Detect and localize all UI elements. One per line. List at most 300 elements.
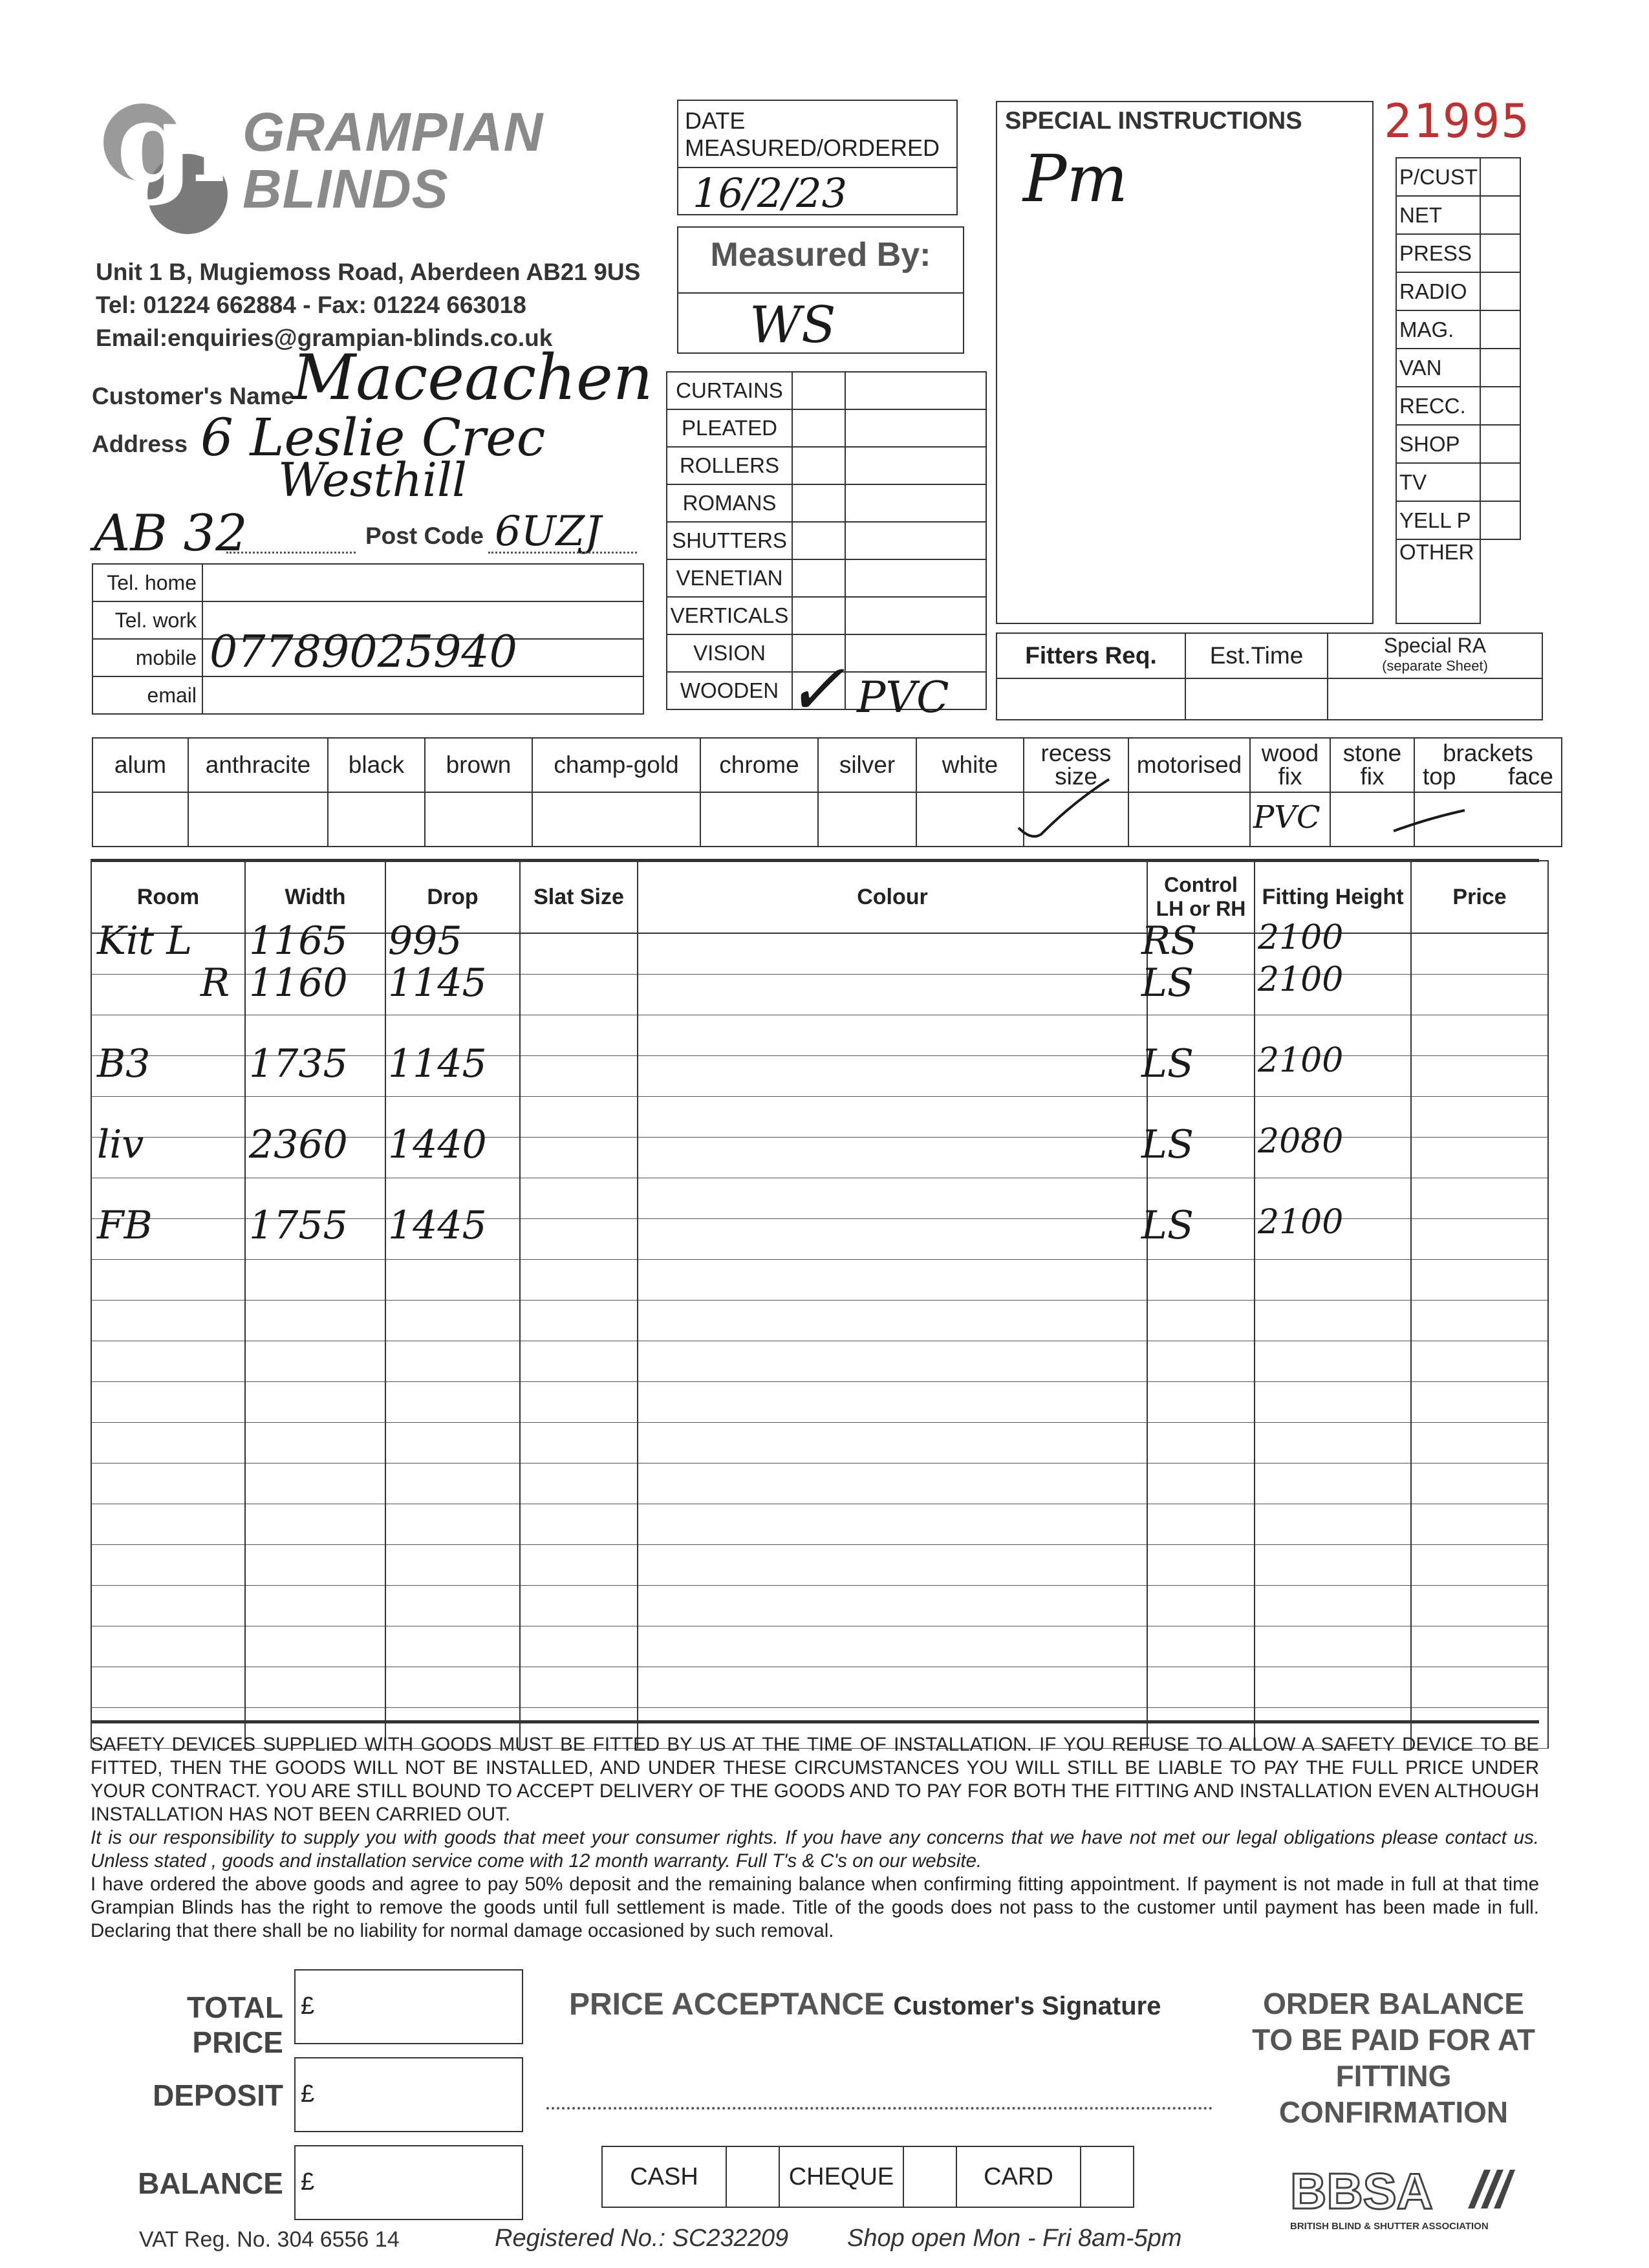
bbsa-logo (1290, 2157, 1516, 2241)
order-cell[interactable] (638, 1423, 1147, 1463)
colour-option-white: white (916, 738, 1024, 792)
order-cell[interactable] (520, 1545, 638, 1586)
measured-by-value: WS (749, 296, 836, 354)
order-cell[interactable] (1147, 1586, 1255, 1626)
product-type-label: VERTICALS (667, 597, 792, 634)
order-control-value: RS (1141, 918, 1198, 964)
contact-table (92, 563, 644, 715)
svg-text:BRITISH BLIND & SHUTTER ASSOCI: BRITISH BLIND & SHUTTER ASSOCIATION (1290, 2221, 1489, 2232)
order-cell[interactable] (245, 1504, 385, 1545)
source-option-checkbox[interactable] (1480, 272, 1520, 310)
source-option-label: VAN (1396, 349, 1480, 387)
recess-size-label: recess size (1024, 738, 1128, 792)
colour-option-checkbox[interactable] (328, 792, 425, 847)
order-cell[interactable] (1411, 1382, 1548, 1423)
order-cell[interactable] (638, 1260, 1147, 1301)
order-cell[interactable] (91, 1626, 245, 1667)
order-height-value: 2100 (1258, 918, 1344, 957)
order-cell[interactable] (1147, 1301, 1255, 1341)
source-option-checkbox[interactable] (1480, 425, 1520, 463)
order-cell[interactable] (245, 1341, 385, 1382)
order-cell[interactable] (520, 1015, 638, 1056)
mobile-value: 07789025940 (210, 627, 517, 678)
order-cell[interactable] (638, 1545, 1147, 1586)
form-number: 21995 (1384, 94, 1531, 148)
order-cell[interactable] (245, 1301, 385, 1341)
order-cell[interactable] (1255, 1626, 1411, 1667)
product-type-checkbox[interactable] (792, 372, 845, 409)
order-cell[interactable] (385, 1423, 520, 1463)
colour-option-champ-gold: champ-gold (532, 738, 700, 792)
customer-signature-label: Customer's Signature (893, 1992, 1161, 2020)
order-cell[interactable] (520, 1138, 638, 1178)
order-cell[interactable] (91, 1301, 245, 1341)
order-cell[interactable] (1255, 1423, 1411, 1463)
mobile-value-cell (202, 627, 643, 678)
order-cell[interactable] (245, 1423, 385, 1463)
recess-size-tick (1015, 776, 1112, 847)
order-cell[interactable] (1411, 1586, 1548, 1626)
svg-text:gb: gb (116, 78, 270, 208)
order-cell[interactable] (638, 1667, 1147, 1708)
product-type-notes[interactable] (845, 409, 986, 447)
product-type-label: PLEATED (667, 409, 792, 447)
product-type-notes[interactable] (845, 372, 986, 409)
colour-option-checkbox[interactable] (425, 792, 532, 847)
email-value (202, 676, 643, 714)
special-instructions-value: Pm (1023, 141, 1128, 217)
product-note: PVC (857, 673, 949, 722)
source-option-checkbox[interactable] (1480, 349, 1520, 387)
colour-option-chrome: chrome (700, 738, 818, 792)
order-cell[interactable] (1411, 1301, 1548, 1341)
source-option-checkbox[interactable] (1480, 539, 1520, 623)
order-cell[interactable] (520, 1586, 638, 1626)
order-cell[interactable] (520, 1178, 638, 1219)
order-cell[interactable] (91, 1504, 245, 1545)
source-option-checkbox[interactable] (1480, 196, 1520, 234)
colour-option-checkbox[interactable] (92, 792, 188, 847)
terms-and-conditions (91, 1733, 1539, 1943)
product-type-checkbox[interactable] (792, 484, 845, 522)
date-value: 16/2/23 (693, 169, 848, 217)
wood-fix-label: wood fix (1250, 738, 1330, 792)
order-row (91, 1301, 1548, 1341)
stone-fix-label: stone fix (1330, 738, 1414, 792)
order-cell[interactable] (91, 1586, 245, 1626)
order-width-value: 1755 (249, 1203, 348, 1248)
signature-line[interactable] (546, 2107, 1212, 2110)
special-ra-cell (1328, 633, 1542, 678)
mobile-label: mobile (92, 639, 202, 676)
source-option-checkbox[interactable] (1480, 234, 1520, 272)
order-cell[interactable] (520, 933, 638, 975)
postcode-value: 6UZJ (495, 508, 601, 556)
company-phone: Tel: 01224 662884 - Fax: 01224 663018 (96, 292, 526, 318)
order-room-value: B3 (97, 1041, 151, 1086)
order-cell[interactable] (385, 1463, 520, 1504)
payment-card-checkbox[interactable] (1081, 2146, 1134, 2207)
order-drop-value: 1445 (388, 1203, 487, 1248)
order-width-value: 2360 (249, 1122, 348, 1167)
order-cell[interactable] (638, 1015, 1147, 1056)
product-type-checkbox[interactable] (792, 447, 845, 484)
order-cell[interactable] (520, 1260, 638, 1301)
order-row (91, 1260, 1548, 1301)
order-cell[interactable] (1147, 1260, 1255, 1301)
payment-cheque-label: CHEQUE (779, 2146, 903, 2207)
customer-name-label: Customer's Name (92, 383, 295, 409)
source-option-label: RECC. (1396, 387, 1480, 425)
payment-card-label: CARD (956, 2146, 1081, 2207)
balance-label: BALANCE (138, 2166, 283, 2200)
order-cell[interactable] (385, 1586, 520, 1626)
registered-number: Registered No.: SC232209 (495, 2225, 789, 2252)
terms-payment: I have ordered the above goods and agree to pay 50% deposit and the remaining balance when confirming fitting appointment. If payment is not made in full at that time Grampian Blinds has the right to remove the goods until full settlement is made. Title of the goods does not pass to the customer until payment has been made in full. Declaring that there shall be no liability for normal damage occasioned by such removal. (91, 1874, 1539, 1941)
email-label: email (92, 676, 202, 714)
order-room-value: Kit L (97, 918, 193, 964)
order-cell[interactable] (638, 1138, 1147, 1178)
order-cell[interactable] (1255, 1341, 1411, 1382)
order-cell[interactable] (520, 1219, 638, 1260)
order-cell[interactable] (1147, 1382, 1255, 1423)
company-address: Unit 1 B, Mugiemoss Road, Aberdeen AB21 9US (96, 259, 641, 285)
order-cell[interactable] (1411, 1056, 1548, 1097)
colour-option-checkbox[interactable] (916, 792, 1024, 847)
order-cell[interactable] (245, 1626, 385, 1667)
order-cell[interactable] (91, 1423, 245, 1463)
order-cell[interactable] (520, 1504, 638, 1545)
order-cell[interactable] (1147, 1341, 1255, 1382)
product-type-checkbox[interactable] (792, 597, 845, 634)
order-cell[interactable] (638, 1178, 1147, 1219)
product-tick-mark: ✓ (786, 648, 846, 731)
colour-option-brown: brown (425, 738, 532, 792)
source-option-checkbox[interactable] (1480, 158, 1520, 196)
fitters-table (996, 632, 1543, 720)
order-cell[interactable] (520, 1463, 638, 1504)
order-cell[interactable] (1411, 1015, 1548, 1056)
order-cell[interactable] (385, 1382, 520, 1423)
order-cell[interactable] (1255, 1463, 1411, 1504)
order-cell[interactable] (638, 1056, 1147, 1097)
wood-fix-value: PVC (1253, 799, 1320, 836)
order-cell[interactable] (1411, 1504, 1548, 1545)
product-type-label: VENETIAN (667, 559, 792, 597)
order-cell[interactable] (1411, 1626, 1548, 1667)
order-cell[interactable] (638, 1463, 1147, 1504)
order-cell[interactable] (638, 1097, 1147, 1138)
order-cell[interactable] (520, 1423, 638, 1463)
order-cell[interactable] (1255, 1382, 1411, 1423)
order-cell[interactable] (91, 1463, 245, 1504)
order-cell[interactable] (1411, 1341, 1548, 1382)
date-box (677, 100, 958, 215)
order-cell[interactable] (1147, 1463, 1255, 1504)
currency-symbol: £ (301, 2168, 315, 2196)
postcode-label: Post Code (365, 523, 484, 549)
order-cell[interactable] (245, 1463, 385, 1504)
colour-option-checkbox[interactable] (700, 792, 818, 847)
balance-field[interactable] (294, 2145, 523, 2220)
source-option-label: PRESS (1396, 234, 1480, 272)
order-height-value: 2100 (1258, 960, 1344, 999)
order-width-value: 1160 (249, 960, 348, 1006)
payment-cheque-checkbox[interactable] (903, 2146, 956, 2207)
source-option-label: TV (1396, 463, 1480, 501)
tel-work-label: Tel. work (92, 601, 202, 639)
source-option-label: RADIO (1396, 272, 1480, 310)
order-cell[interactable] (1411, 1097, 1548, 1138)
order-cell[interactable] (1255, 1260, 1411, 1301)
product-type-notes[interactable] (845, 597, 986, 634)
order-room-value: FB (97, 1203, 153, 1248)
order-cell[interactable] (385, 1626, 520, 1667)
order-cell[interactable] (1411, 1667, 1548, 1708)
order-cell[interactable] (638, 1504, 1147, 1545)
order-cell[interactable] (1411, 1463, 1548, 1504)
source-table (1396, 157, 1521, 624)
order-cell[interactable] (520, 1301, 638, 1341)
fitting-height-header: Fitting Height (1255, 861, 1411, 933)
brackets-label: brackets (1443, 740, 1533, 766)
source-option-label: NET (1396, 196, 1480, 234)
terms-safety: SAFETY DEVICES SUPPLIED WITH GOODS MUST BE FITTED BY US AT THE TIME OF INSTALLATION. IF YOU REFUSE TO ALLOW A SAFETY DEVICE TO BE FITTED, THEN THE GOODS WILL NOT BE INSTALLED, AND UNDER THESE CIRCUMSTANCES YOU WILL STILL BE LIABLE TO PAY THE FULL PRICE UNDER YOUR CONTRACT. YOU ARE STILL BOUND TO ACCEPT DELIVERY OF THE GOODS AND TO PAY FOR BOTH THE FITTING AND INSTALLATION EVEN ALTHOUGH INSTALLATION HAS NOT BEEN CARRIED OUT. (91, 1734, 1539, 1825)
total-price-field[interactable] (294, 1969, 523, 2044)
product-type-notes[interactable] (845, 634, 986, 672)
order-cell[interactable] (385, 1504, 520, 1545)
product-type-label: WOODEN (667, 672, 792, 709)
order-cell[interactable] (245, 1382, 385, 1423)
order-control-value: LS (1141, 1203, 1194, 1248)
order-row (91, 1504, 1548, 1545)
product-type-notes[interactable] (845, 559, 986, 597)
order-cell[interactable] (1255, 1545, 1411, 1586)
order-control-value: LS (1141, 1122, 1194, 1167)
order-drop-value: 1440 (388, 1122, 487, 1167)
address-line1: 6 Leslie Crec (200, 407, 546, 468)
source-option-checkbox[interactable] (1480, 310, 1520, 349)
brackets-mark (1390, 805, 1468, 837)
currency-symbol: £ (301, 1993, 315, 2020)
order-cell[interactable] (1255, 1586, 1411, 1626)
order-cell[interactable] (1147, 1667, 1255, 1708)
order-row (91, 1667, 1548, 1708)
vat-number: VAT Reg. No. 304 6556 14 (139, 2227, 400, 2252)
source-option-checkbox[interactable] (1480, 501, 1520, 539)
order-cell[interactable] (520, 1382, 638, 1423)
order-cell[interactable] (385, 1545, 520, 1586)
order-drop-value: 1145 (388, 1041, 487, 1086)
product-type-notes[interactable] (845, 447, 986, 484)
source-option-label: MAG. (1396, 310, 1480, 349)
order-cell[interactable] (91, 1260, 245, 1301)
order-row (91, 1586, 1548, 1626)
price-header: Price (1411, 861, 1548, 933)
order-cell[interactable] (1411, 1178, 1548, 1219)
address-label: Address (92, 431, 188, 457)
order-row (91, 1382, 1548, 1423)
total-price-label: TOTAL PRICE (186, 1991, 283, 2059)
order-cell[interactable] (1147, 1545, 1255, 1586)
product-type-label: SHUTTERS (667, 522, 792, 559)
product-type-notes[interactable] (845, 484, 986, 522)
order-height-value: 2080 (1258, 1122, 1344, 1161)
order-cell[interactable] (638, 1626, 1147, 1667)
colour-option-checkbox[interactable] (532, 792, 700, 847)
drop-header: Drop (385, 861, 520, 933)
colour-option-checkbox[interactable] (188, 792, 328, 847)
order-cell[interactable] (1147, 1626, 1255, 1667)
company-name-line2: BLINDS (242, 158, 449, 219)
measured-by-box (677, 226, 964, 354)
order-cell[interactable] (91, 1667, 245, 1708)
wood-fix-checkbox[interactable] (1250, 792, 1330, 847)
order-drop-value: 995 (388, 918, 462, 964)
company-name (242, 103, 543, 217)
order-cell[interactable] (385, 1341, 520, 1382)
order-cell[interactable] (1255, 1504, 1411, 1545)
order-cell[interactable] (638, 1586, 1147, 1626)
price-acceptance (569, 1987, 1161, 2022)
brackets-header (1414, 738, 1562, 792)
product-type-checkbox[interactable] (792, 409, 845, 447)
colour-option-black: black (328, 738, 425, 792)
payment-cash-checkbox[interactable] (726, 2146, 779, 2207)
motorised-label: motorised (1128, 738, 1250, 792)
order-cell[interactable] (638, 1219, 1147, 1260)
order-cell[interactable] (1411, 1260, 1548, 1301)
motorised-checkbox[interactable] (1128, 792, 1250, 847)
customer-name-value: Maceachen (292, 341, 653, 414)
order-cell[interactable] (1411, 975, 1548, 1015)
order-cell[interactable] (245, 1260, 385, 1301)
order-cell[interactable] (1147, 1423, 1255, 1463)
order-room-value: R (200, 960, 230, 1006)
order-room-value: liv (97, 1122, 144, 1167)
price-acceptance-label: PRICE ACCEPTANCE (569, 1987, 885, 2022)
address-line2: Westhill (278, 453, 468, 507)
order-cell[interactable] (385, 1301, 520, 1341)
order-cell[interactable] (1411, 933, 1548, 975)
fitters-req-label: Fitters Req. (997, 633, 1185, 678)
special-instructions-box (996, 101, 1374, 624)
order-row (91, 1463, 1548, 1504)
order-cell[interactable] (385, 1260, 520, 1301)
colour-option-silver: silver (818, 738, 916, 792)
order-cell[interactable] (520, 1667, 638, 1708)
product-type-checkbox[interactable] (792, 559, 845, 597)
source-option-label: P/CUST (1396, 158, 1480, 196)
colour-option-alum: alum (92, 738, 188, 792)
order-row (91, 1423, 1548, 1463)
source-option-label: YELL P (1396, 501, 1480, 539)
source-option-checkbox[interactable] (1480, 463, 1520, 501)
order-cell[interactable] (1411, 1138, 1548, 1178)
tel-home-value (202, 564, 643, 601)
order-cell[interactable] (520, 1341, 638, 1382)
product-type-notes[interactable] (845, 522, 986, 559)
order-control-value: LS (1141, 1041, 1194, 1086)
deposit-field[interactable] (294, 2057, 523, 2132)
deposit-label: DEPOSIT (153, 2079, 283, 2112)
order-cell[interactable] (1411, 1219, 1548, 1260)
width-header: Width (245, 861, 385, 933)
date-label-sub: MEASURED/ORDERED (685, 135, 940, 161)
product-type-label: ROLLERS (667, 447, 792, 484)
order-cell[interactable] (91, 1341, 245, 1382)
source-option-label: OTHER (1396, 539, 1480, 623)
order-cell[interactable] (1411, 1423, 1548, 1463)
order-cell[interactable] (91, 1545, 245, 1586)
order-cell[interactable] (520, 1097, 638, 1138)
order-cell[interactable] (638, 975, 1147, 1015)
order-height-value: 2100 (1258, 1203, 1344, 1242)
order-cell[interactable] (520, 1056, 638, 1097)
order-balance-notice: ORDER BALANCE TO BE PAID FOR AT FITTING CONFIRMATION (1252, 1987, 1535, 2129)
product-type-label: CURTAINS (667, 372, 792, 409)
order-cell[interactable] (638, 1382, 1147, 1423)
svg-text:BBSA: BBSA (1290, 2163, 1434, 2219)
order-cell[interactable] (245, 1545, 385, 1586)
special-instructions-label: SPECIAL INSTRUCTIONS (1005, 107, 1302, 135)
order-cell[interactable] (1147, 1504, 1255, 1545)
source-option-label: SHOP (1396, 425, 1480, 463)
terms-consumer-rights: It is our responsibility to supply you with goods that meet your consumer rights. If you have any concerns that we have not met our legal obligations please contact us. Unless stated , goods and installation service come with 12 month warranty. Full T's & C's on our website. (91, 1827, 1539, 1872)
order-cell[interactable] (520, 975, 638, 1015)
colour-option-anthracite: anthracite (188, 738, 328, 792)
est-time-label: Est.Time (1185, 633, 1328, 678)
order-cell[interactable] (1255, 1667, 1411, 1708)
company-address-block (96, 255, 640, 354)
slat-size-header: Slat Size (520, 861, 638, 933)
date-label: DATE (685, 107, 746, 134)
order-cell[interactable] (245, 1586, 385, 1626)
currency-symbol: £ (301, 2080, 315, 2108)
colour-options-table (92, 737, 1562, 847)
payment-method-table (601, 2146, 1134, 2208)
colour-option-checkbox[interactable] (818, 792, 916, 847)
order-cell[interactable] (245, 1667, 385, 1708)
source-option-checkbox[interactable] (1480, 387, 1520, 425)
postcode-prefix: AB 32 (94, 504, 248, 563)
order-cell[interactable] (1411, 1545, 1548, 1586)
special-ra-sub: (separate Sheet) (1382, 658, 1488, 674)
order-cell[interactable] (638, 1301, 1147, 1341)
room-header: Room (91, 861, 245, 933)
order-cell[interactable] (638, 933, 1147, 975)
order-control-value: LS (1141, 960, 1194, 1006)
order-width-value: 1735 (249, 1041, 348, 1086)
order-row (91, 1626, 1548, 1667)
colour-header: Colour (638, 861, 1147, 933)
order-row (91, 1545, 1548, 1586)
special-ra-label: Special RA (1383, 634, 1487, 657)
measured-by-label: Measured By: (710, 236, 931, 274)
company-logo (97, 78, 270, 239)
order-drop-value: 1145 (388, 960, 487, 1006)
order-cell[interactable] (520, 1626, 638, 1667)
order-cell[interactable] (385, 1667, 520, 1708)
order-cell[interactable] (1255, 1301, 1411, 1341)
order-width-value: 1165 (249, 918, 348, 964)
product-type-checkbox[interactable] (792, 522, 845, 559)
tel-home-label: Tel. home (92, 564, 202, 601)
order-cell[interactable] (91, 1382, 245, 1423)
order-height-value: 2100 (1258, 1041, 1344, 1080)
control-header: Control LH or RH (1147, 861, 1255, 933)
order-cell[interactable] (638, 1341, 1147, 1382)
